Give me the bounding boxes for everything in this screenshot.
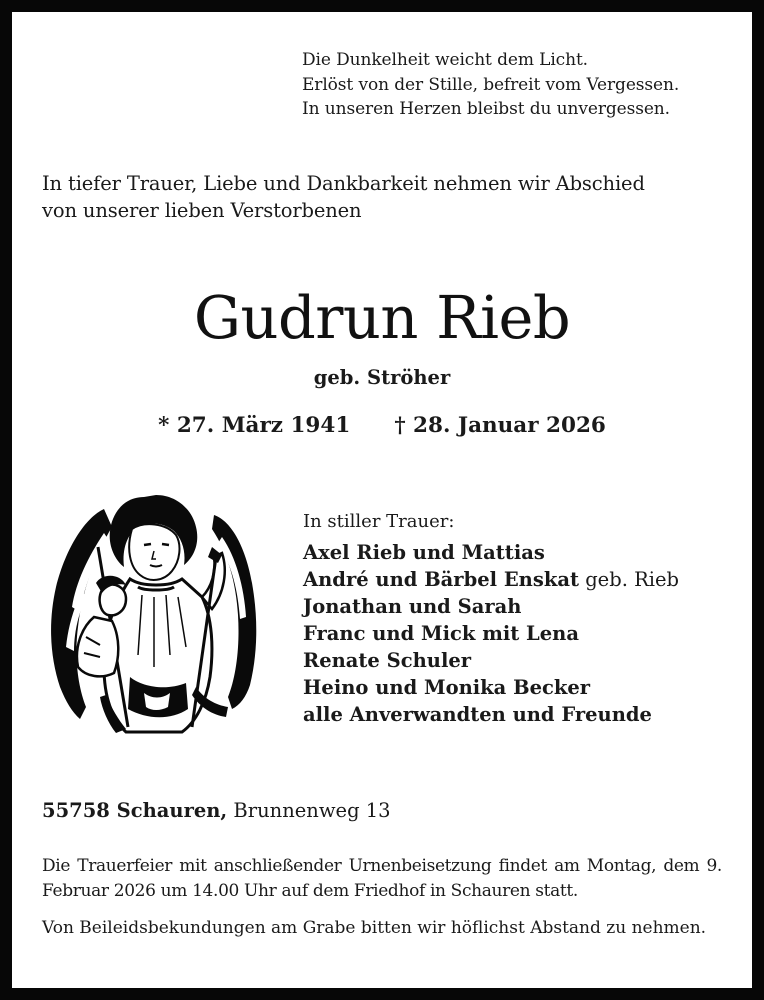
mourner-name: Axel Rieb und Mattias bbox=[303, 541, 545, 564]
angel-icon bbox=[46, 487, 264, 737]
mourner-row bbox=[303, 701, 679, 728]
mourners-list bbox=[303, 508, 679, 728]
mourner-name: alle Anverwandten und Freunde bbox=[303, 703, 652, 726]
death-date: † 28. Januar 2026 bbox=[394, 413, 606, 438]
mourner-name: Heino und Monika Becker bbox=[303, 676, 591, 699]
ceremony-notice: Die Trauerfeier mit anschließender Urnenbeisetzung findet am Montag, dem 9. Februar 2026 um 14.00 Uhr auf dem Friedhof in Schauren statt. bbox=[42, 856, 722, 901]
mourner-row bbox=[303, 566, 679, 593]
address-street: Brunnenweg 13 bbox=[227, 799, 391, 822]
mourners-heading: In stiller Trauer: bbox=[303, 511, 455, 532]
mourner-row bbox=[303, 647, 679, 674]
mourner-row bbox=[303, 674, 679, 701]
condolence-notice: Von Beileidsbekundungen am Grabe bitten wir höflichst Abstand zu nehmen. bbox=[42, 918, 707, 938]
intro-text bbox=[42, 170, 732, 224]
deceased-name: Gudrun Rieb bbox=[193, 283, 571, 352]
mourner-suffix: geb. Rieb bbox=[579, 568, 680, 591]
mourner-name: Franc und Mick mit Lena bbox=[303, 622, 579, 645]
mourner-name: Renate Schuler bbox=[303, 649, 472, 672]
mourner-name: Jonathan und Sarah bbox=[303, 595, 522, 618]
poem-line: Die Dunkelheit weicht dem Licht. bbox=[302, 50, 588, 70]
address bbox=[42, 797, 391, 825]
poem bbox=[302, 48, 679, 122]
mourner-name: André und Bärbel Enskat bbox=[303, 568, 579, 591]
mourner-row bbox=[303, 593, 679, 620]
life-dates bbox=[0, 410, 764, 442]
intro-line: von unserer lieben Verstorbenen bbox=[42, 199, 362, 222]
birth-date: * 27. März 1941 bbox=[158, 413, 351, 438]
mourner-row bbox=[303, 539, 679, 566]
poem-line: Erlöst von der Stille, befreit vom Vergessen. bbox=[302, 74, 680, 95]
address-city: 55758 Schauren, bbox=[42, 799, 228, 822]
maiden-name: geb. Ströher bbox=[313, 366, 451, 389]
mourner-row bbox=[303, 620, 679, 647]
intro-line: In tiefer Trauer, Liebe und Dankbarkeit nehmen wir Abschied bbox=[42, 172, 645, 195]
poem-line: In unseren Herzen bleibst du unvergessen. bbox=[302, 99, 670, 119]
